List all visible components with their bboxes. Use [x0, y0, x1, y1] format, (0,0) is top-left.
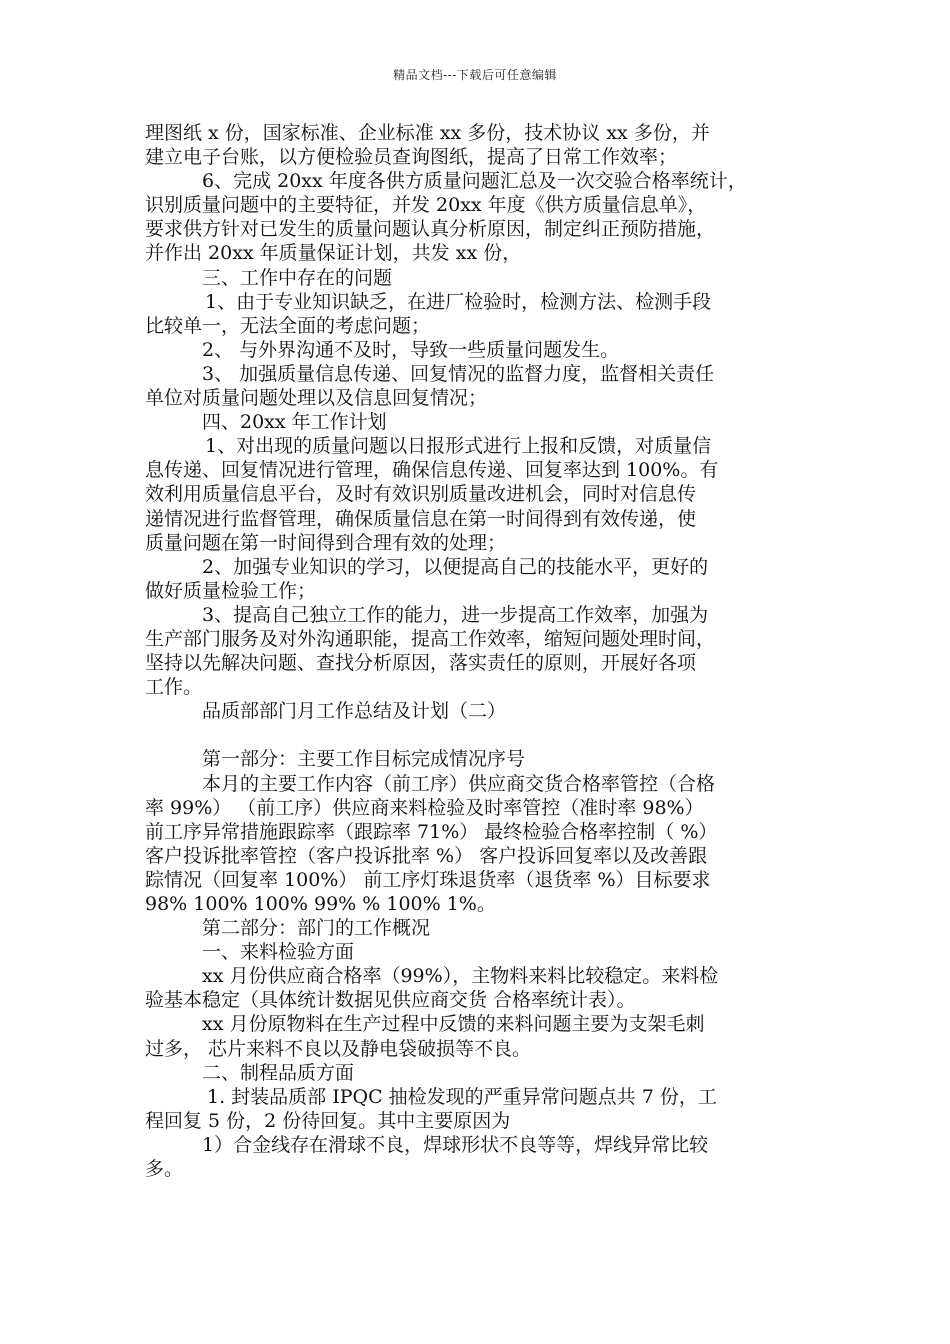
text-line: 程回复 5 份，2 份待回复。其中主要原因为 — [145, 1109, 511, 1132]
text-line: 踪情况（回复率 100%） 前工序灯珠退货率（退货率 %）目标要求 — [145, 868, 711, 891]
text-line — [145, 723, 815, 747]
text-line: 第一部分：主要工作目标完成情况序号 — [202, 748, 526, 771]
document-body — [145, 121, 815, 1181]
text-line: 坚持以先解决问题、查找分析原因，落实责任的原则，开展好各项 — [145, 652, 697, 675]
text-line: 息传递、回复情况进行管理，确保信息传递、回复率达到 100%。有 — [145, 459, 719, 482]
text-line: xx 月份原物料在生产过程中反馈的来料问题主要为支架毛刺 — [202, 1013, 705, 1036]
text-line: 1）合金线存在滑球不良，焊球形状不良等等，焊线异常比较 — [202, 1133, 709, 1156]
text-line: 比较单一，无法全面的考虑问题； — [145, 314, 431, 337]
text-line: 四、20xx 年工作计划 — [202, 411, 387, 434]
text-line: 1、对出现的质量问题以日报形式进行上报和反馈，对质量信 — [205, 435, 712, 458]
text-line: 单位对质量问题处理以及信息回复情况； — [145, 387, 488, 410]
text-line: 98% 100% 100% 99% % 100% 1%。 — [145, 893, 496, 915]
text-line: 识别质量问题中的主要特征，并发 20xx 年度《供方质量信息单》， — [145, 194, 707, 217]
text-line: 理图纸 x 份，国家标准、企业标准 xx 多份，技术协议 xx 多份，并 — [145, 122, 710, 144]
text-line: 要求供方针对已发生的质量问题认真分析原因，制定纠正预防措施， — [145, 218, 716, 241]
text-line: 第二部分：部门的工作概况 — [202, 917, 431, 940]
text-line: 1、由于专业知识缺乏，在进厂检验时，检测方法、检测手段 — [205, 290, 712, 313]
text-line: 2、加强专业知识的学习，以便提高自己的技能水平，更好的 — [202, 555, 709, 578]
text-line: 6、完成 20xx 年度各供方质量问题汇总及一次交验合格率统计， — [202, 170, 747, 193]
text-line: 递情况进行监督管理，确保质量信息在第一时间得到有效传递，使 — [145, 507, 697, 530]
text-line: 建立电子台账，以方便检验员查询图纸，提高了日常工作效率； — [145, 146, 678, 169]
text-line: xx 月份供应商合格率（99%），主物料来料比较稳定。来料检 — [202, 965, 719, 988]
text-line: 做好质量检验工作； — [145, 579, 317, 602]
text-line: 本月的主要工作内容（前工序）供应商交货合格率管控（合格 — [202, 772, 716, 795]
text-line: 三、工作中存在的问题 — [202, 266, 393, 289]
text-line: 工作。 — [145, 676, 203, 699]
text-line: 2、 与外界沟通不及时，导致一些质量问题发生。 — [202, 338, 620, 361]
text-line: 3、 加强质量信息传递、回复情况的监督力度，监督相关责任 — [202, 362, 715, 385]
text-line: 品质部部门月工作总结及计划（二） — [202, 700, 507, 723]
text-line: 1. 封装品质部 IPQC 抽检发现的严重异常问题点共 7 份，工 — [207, 1085, 717, 1108]
text-line: 并作出 20xx 年质量保证计划，共发 xx 份， — [145, 242, 522, 265]
text-line: 前工序异常措施跟踪率（跟踪率 71%） 最终检验合格率控制（ %） — [145, 820, 718, 843]
text-line: 二、制程品质方面 — [202, 1061, 355, 1084]
text-line: 生产部门服务及对外沟通职能，提高工作效率，缩短问题处理时间， — [145, 627, 716, 650]
text-line: 验基本稳定（具体统计数据见供应商交货 合格率统计表）。 — [145, 989, 636, 1012]
text-line: 效利用质量信息平台，及时有效识别质量改进机会，同时对信息传 — [145, 483, 697, 506]
text-line: 多。 — [145, 1158, 184, 1181]
text-line: 过多， 芯片来料不良以及静电袋破损等不良。 — [145, 1037, 532, 1060]
text-line: 一、来料检验方面 — [202, 941, 355, 964]
text-line: 率 99%） （前工序）供应商来料检验及时率管控（准时率 98%） — [145, 796, 704, 819]
text-line: 客户投诉批率管控（客户投诉批率 %） 客户投诉回复率以及改善跟 — [145, 844, 708, 867]
page-header: 精品文档---下载后可任意编辑 — [393, 68, 557, 82]
text-line: 3、提高自己独立工作的能力，进一步提高工作效率，加强为 — [202, 603, 709, 626]
text-line: 质量问题在第一时间得到合理有效的处理； — [145, 531, 507, 554]
